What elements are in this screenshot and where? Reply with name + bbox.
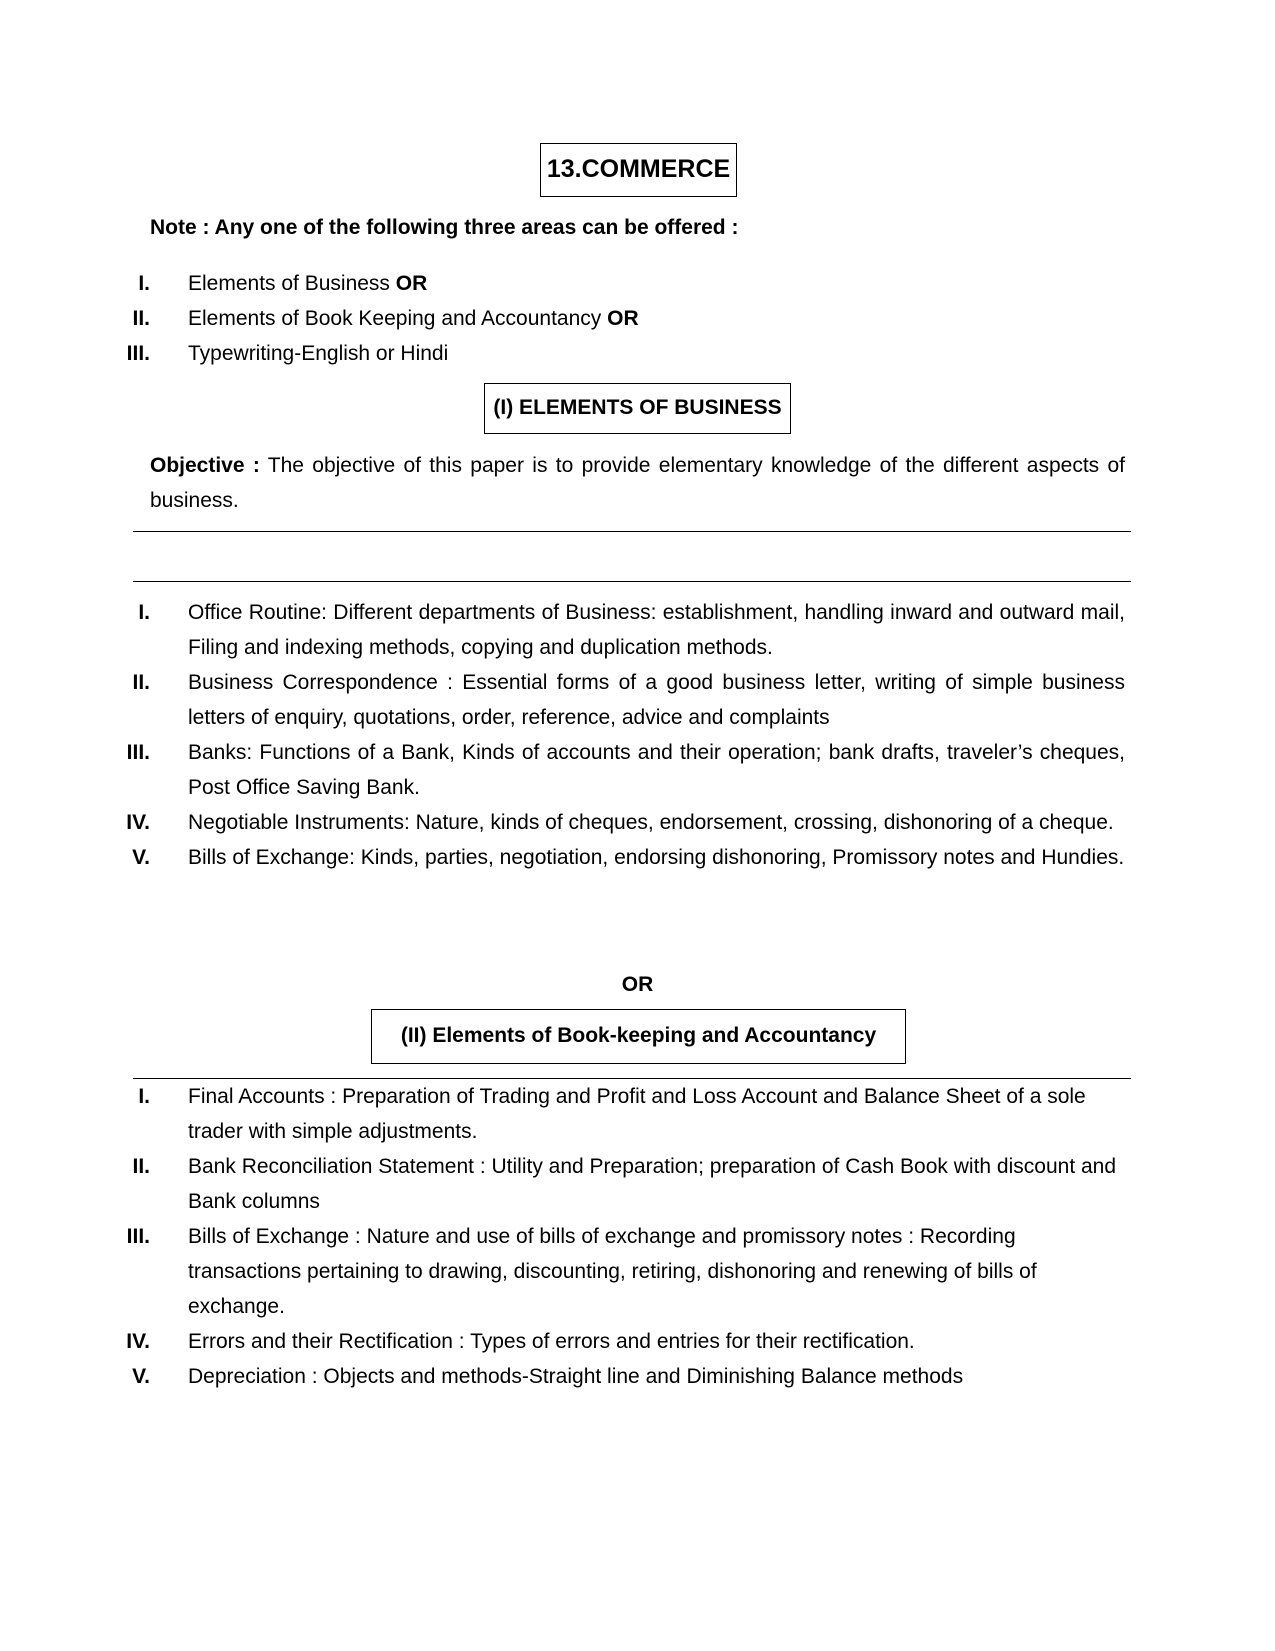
item-text: Elements of Book Keeping and Accountancy (188, 307, 608, 330)
item-text: Business Correspondence : Essential forms of a good business letter, writing of simple business letters of enquiry, quotations, order, reference, advice and complaints (188, 671, 1125, 729)
item-text: Office Routine: Different departments of Business: establishment, handling inward and outward mail, Filing and indexing methods, copying and duplication methods. (188, 601, 1125, 659)
list-item (118, 840, 1125, 875)
item-number: IV. (126, 811, 150, 834)
item-text: Elements of Business (188, 272, 396, 295)
item-number: II. (132, 307, 150, 330)
item-text: Final Accounts : Preparation of Trading and Profit and Loss Account and Balance Sheet of a sole trader with simple adjustments. (188, 1085, 1086, 1143)
item-number: II. (132, 671, 150, 694)
list-item (118, 266, 1125, 301)
item-number: III. (126, 741, 150, 764)
areas-list (118, 266, 1125, 371)
note-text: Note : Any one of the following three areas can be offered : (150, 216, 739, 239)
section2-title: (II) Elements of Book-keeping and Accountancy (371, 1009, 906, 1064)
divider (133, 531, 1131, 532)
item-number: V. (132, 1365, 150, 1388)
item-number: I. (138, 272, 150, 295)
item-text: Depreciation : Objects and methods-Straight line and Diminishing Balance methods (188, 1365, 964, 1388)
item-number: IV. (126, 1330, 150, 1353)
list-item (118, 1219, 1125, 1324)
section1-list (118, 595, 1125, 875)
list-item (118, 1324, 1125, 1359)
objective-text: The objective of this paper is to provide elementary knowledge of the different aspects of business. (150, 454, 1125, 512)
list-item (118, 1079, 1125, 1149)
item-text: Banks: Functions of a Bank, Kinds of accounts and their operation; bank drafts, traveler’s cheques, Post Office Saving Bank. (188, 741, 1125, 799)
item-text: Errors and their Rectification : Types of errors and entries for their rectification. (188, 1330, 915, 1353)
item-number: II. (132, 1155, 150, 1178)
item-suffix: OR (395, 272, 428, 295)
item-suffix: OR (607, 307, 639, 330)
item-text: Bills of Exchange : Nature and use of bills of exchange and promissory notes : Recording transactions pertaining to drawing, discounting, retiring, dishonoring and renewing of bills of exchange. (188, 1225, 1037, 1318)
item-text: Bank Reconciliation Statement : Utility and Preparation; preparation of Cash Book with discount and Bank columns (188, 1155, 1117, 1213)
list-item (118, 595, 1125, 665)
item-text: Bills of Exchange: Kinds, parties, negotiation, endorsing dishonoring, Promissory notes and Hundies. (188, 846, 1125, 869)
item-number: V. (132, 846, 150, 869)
item-number: III. (126, 342, 150, 365)
item-text: Typewriting-English or Hindi (188, 342, 449, 365)
list-item (118, 301, 1125, 336)
list-item (118, 735, 1125, 805)
list-item (118, 1149, 1125, 1219)
item-number: III. (126, 1225, 150, 1248)
item-text: Negotiable Instruments: Nature, kinds of cheques, endorsement, crossing, dishonoring of a cheque. (188, 811, 1114, 834)
page-title: 13.COMMERCE (540, 143, 737, 197)
section2-list (118, 1079, 1125, 1394)
section1-title: (I) ELEMENTS OF BUSINESS (484, 383, 791, 434)
item-number: I. (138, 601, 150, 624)
divider (133, 581, 1131, 582)
item-number: I. (138, 1085, 150, 1108)
objective-label: Objective : (150, 454, 260, 477)
list-item (118, 336, 1125, 371)
list-item (118, 1359, 1125, 1394)
list-item (118, 805, 1125, 840)
or-separator: OR (621, 973, 654, 996)
list-item (118, 665, 1125, 735)
objective-paragraph (150, 448, 1125, 518)
